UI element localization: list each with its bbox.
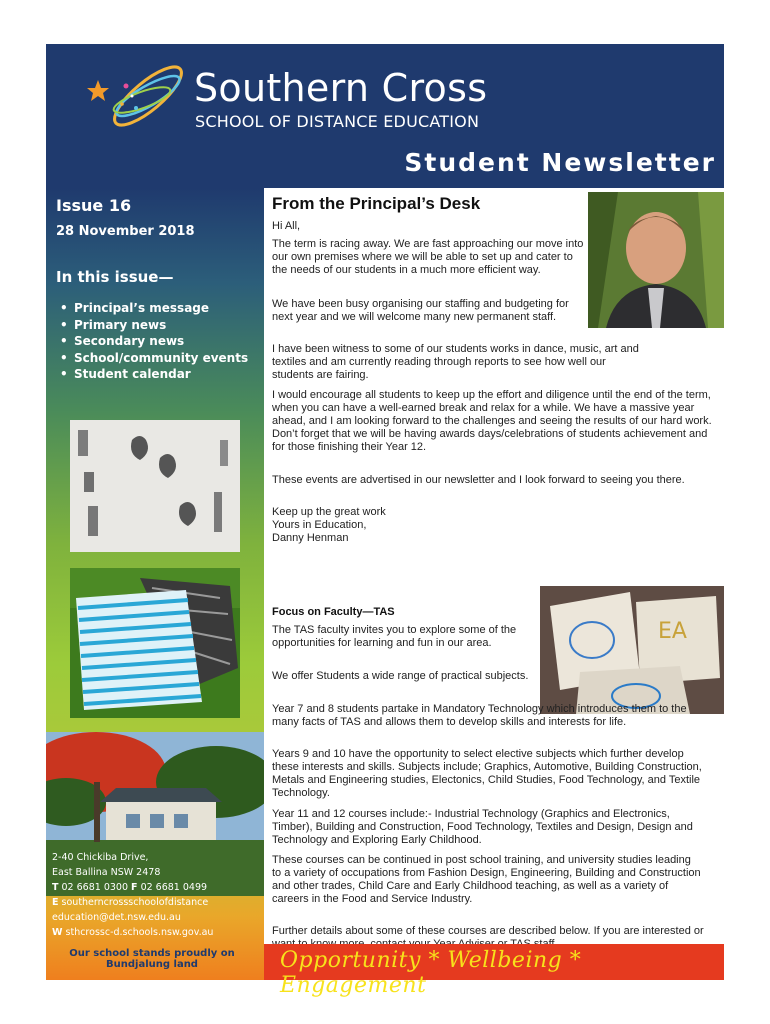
- email-line[interactable]: E southerncrossschoolofdistance: [52, 897, 209, 908]
- paragraph: Year 11 and 12 courses include:- Industrial Technology (Graphics and Electronics, Timber), Building and Construction, Food Technology, Textiles and Design, Design and Technology and Exploring Early Childhood.: [272, 808, 693, 846]
- newsletter-title: Student Newsletter: [404, 148, 716, 177]
- paragraph: The TAS faculty invites you to explore some of the opportunities for learning and fun in our area.: [272, 624, 517, 649]
- issue-number: Issue 16: [56, 196, 132, 215]
- email-line-2[interactable]: education@det.nsw.edu.au: [52, 912, 181, 923]
- brand-subtitle: SCHOOL OF DISTANCE EDUCATION: [195, 112, 480, 131]
- principal-heading: From the Principal’s Desk: [272, 194, 481, 213]
- paragraph: Hi All,: [272, 220, 301, 232]
- values-banner-text: Opportunity * Wellbeing * Engagement: [280, 948, 582, 998]
- values-banner: [264, 944, 724, 998]
- svg-text:EA: EA: [658, 619, 687, 644]
- paragraph: The term is racing away. We are fast approaching our move into our own premises where we will be able to set up and cater to the needs of our students in a much more efficient way.: [272, 238, 584, 276]
- paragraph: I have been witness to some of our students works in dance, music, art and textiles and am currently reading through reports to see how well our students are fairing.: [272, 343, 639, 381]
- issue-date: 28 November 2018: [56, 224, 195, 239]
- toc-item: • Secondary news: [60, 333, 248, 350]
- paragraph: Yours in Education,: [272, 519, 367, 531]
- paragraph: I would encourage all students to keep up the effort and diligence until the end of the term, when you can have a well-earned break and relax for a while. We have a massive year ahead, and I am looking forward to the challenges and seeing the results of our hard work. Don’t forget that we will be having awards days/celebrations of students achievement and for those finishing their Year 12.: [272, 389, 712, 453]
- toc-item: • Principal’s message: [60, 300, 248, 317]
- paragraph: Keep up the great work: [272, 506, 386, 518]
- table-of-contents: [60, 300, 248, 383]
- toc-item: • Student calendar: [60, 366, 248, 383]
- brand-title: Southern Cross: [194, 66, 488, 110]
- phone-fax-line: T 02 6681 0300 F 02 6681 0499: [52, 882, 208, 893]
- paragraph: These courses can be continued in post school training, and university studies leading to a variety of occupations from Fashion Design, Engineering, Building and Construction and other trades, Child Care and Early Childhood teaching, as well as a variety of careers in the Food and Service Industry.: [272, 854, 701, 905]
- header: [46, 44, 724, 188]
- toc-item: • School/community events: [60, 350, 248, 367]
- contact-details: [52, 850, 262, 940]
- address-line-1: 2-40 Chickiba Drive,: [52, 852, 149, 863]
- web-line[interactable]: W sthcrossc-d.schools.nsw.gov.au: [52, 927, 214, 938]
- cushion-photo: [70, 568, 240, 718]
- paragraph: Year 7 and 8 students partake in Mandatory Technology which introduces them to the many facts of TAS and allows them to develop skills and interests for life.: [272, 703, 687, 728]
- acknowledgement-motto: Our school stands proudly on Bundjalung land: [69, 948, 235, 970]
- faculty-heading: Focus on Faculty—TAS: [272, 606, 395, 618]
- in-this-issue-heading: In this issue—: [56, 268, 174, 286]
- address-line-2: East Ballina NSW 2478: [52, 867, 161, 878]
- toc-item: • Primary news: [60, 317, 248, 334]
- paragraph: Years 9 and 10 have the opportunity to select elective subjects which further develop these interests and skills. Subjects include; Graphics, Automotive, Building Construction, Metals and Engineering studies, Electonics, Child Studies, Food Technology, and Textile Technology.: [272, 748, 702, 799]
- newsletter-page: [46, 44, 724, 998]
- signature-name: Danny Henman: [272, 532, 349, 544]
- sidebar: [46, 188, 264, 980]
- school-logo: [80, 56, 200, 136]
- paragraph: Further details about some of these courses are described below. If you are interested or: [272, 925, 704, 937]
- tas-textiles-photo: [540, 586, 724, 714]
- paragraph: We offer Students a wide range of practical subjects.: [272, 670, 529, 682]
- paragraph: These events are advertised in our newsletter and I look forward to seeing you there.: [272, 474, 685, 486]
- textile-print-photo: [70, 420, 240, 552]
- paragraph: We have been busy organising our staffing and budgeting for next year and we will welcome many new permanent staff.: [272, 298, 569, 323]
- principal-photo: [588, 192, 724, 328]
